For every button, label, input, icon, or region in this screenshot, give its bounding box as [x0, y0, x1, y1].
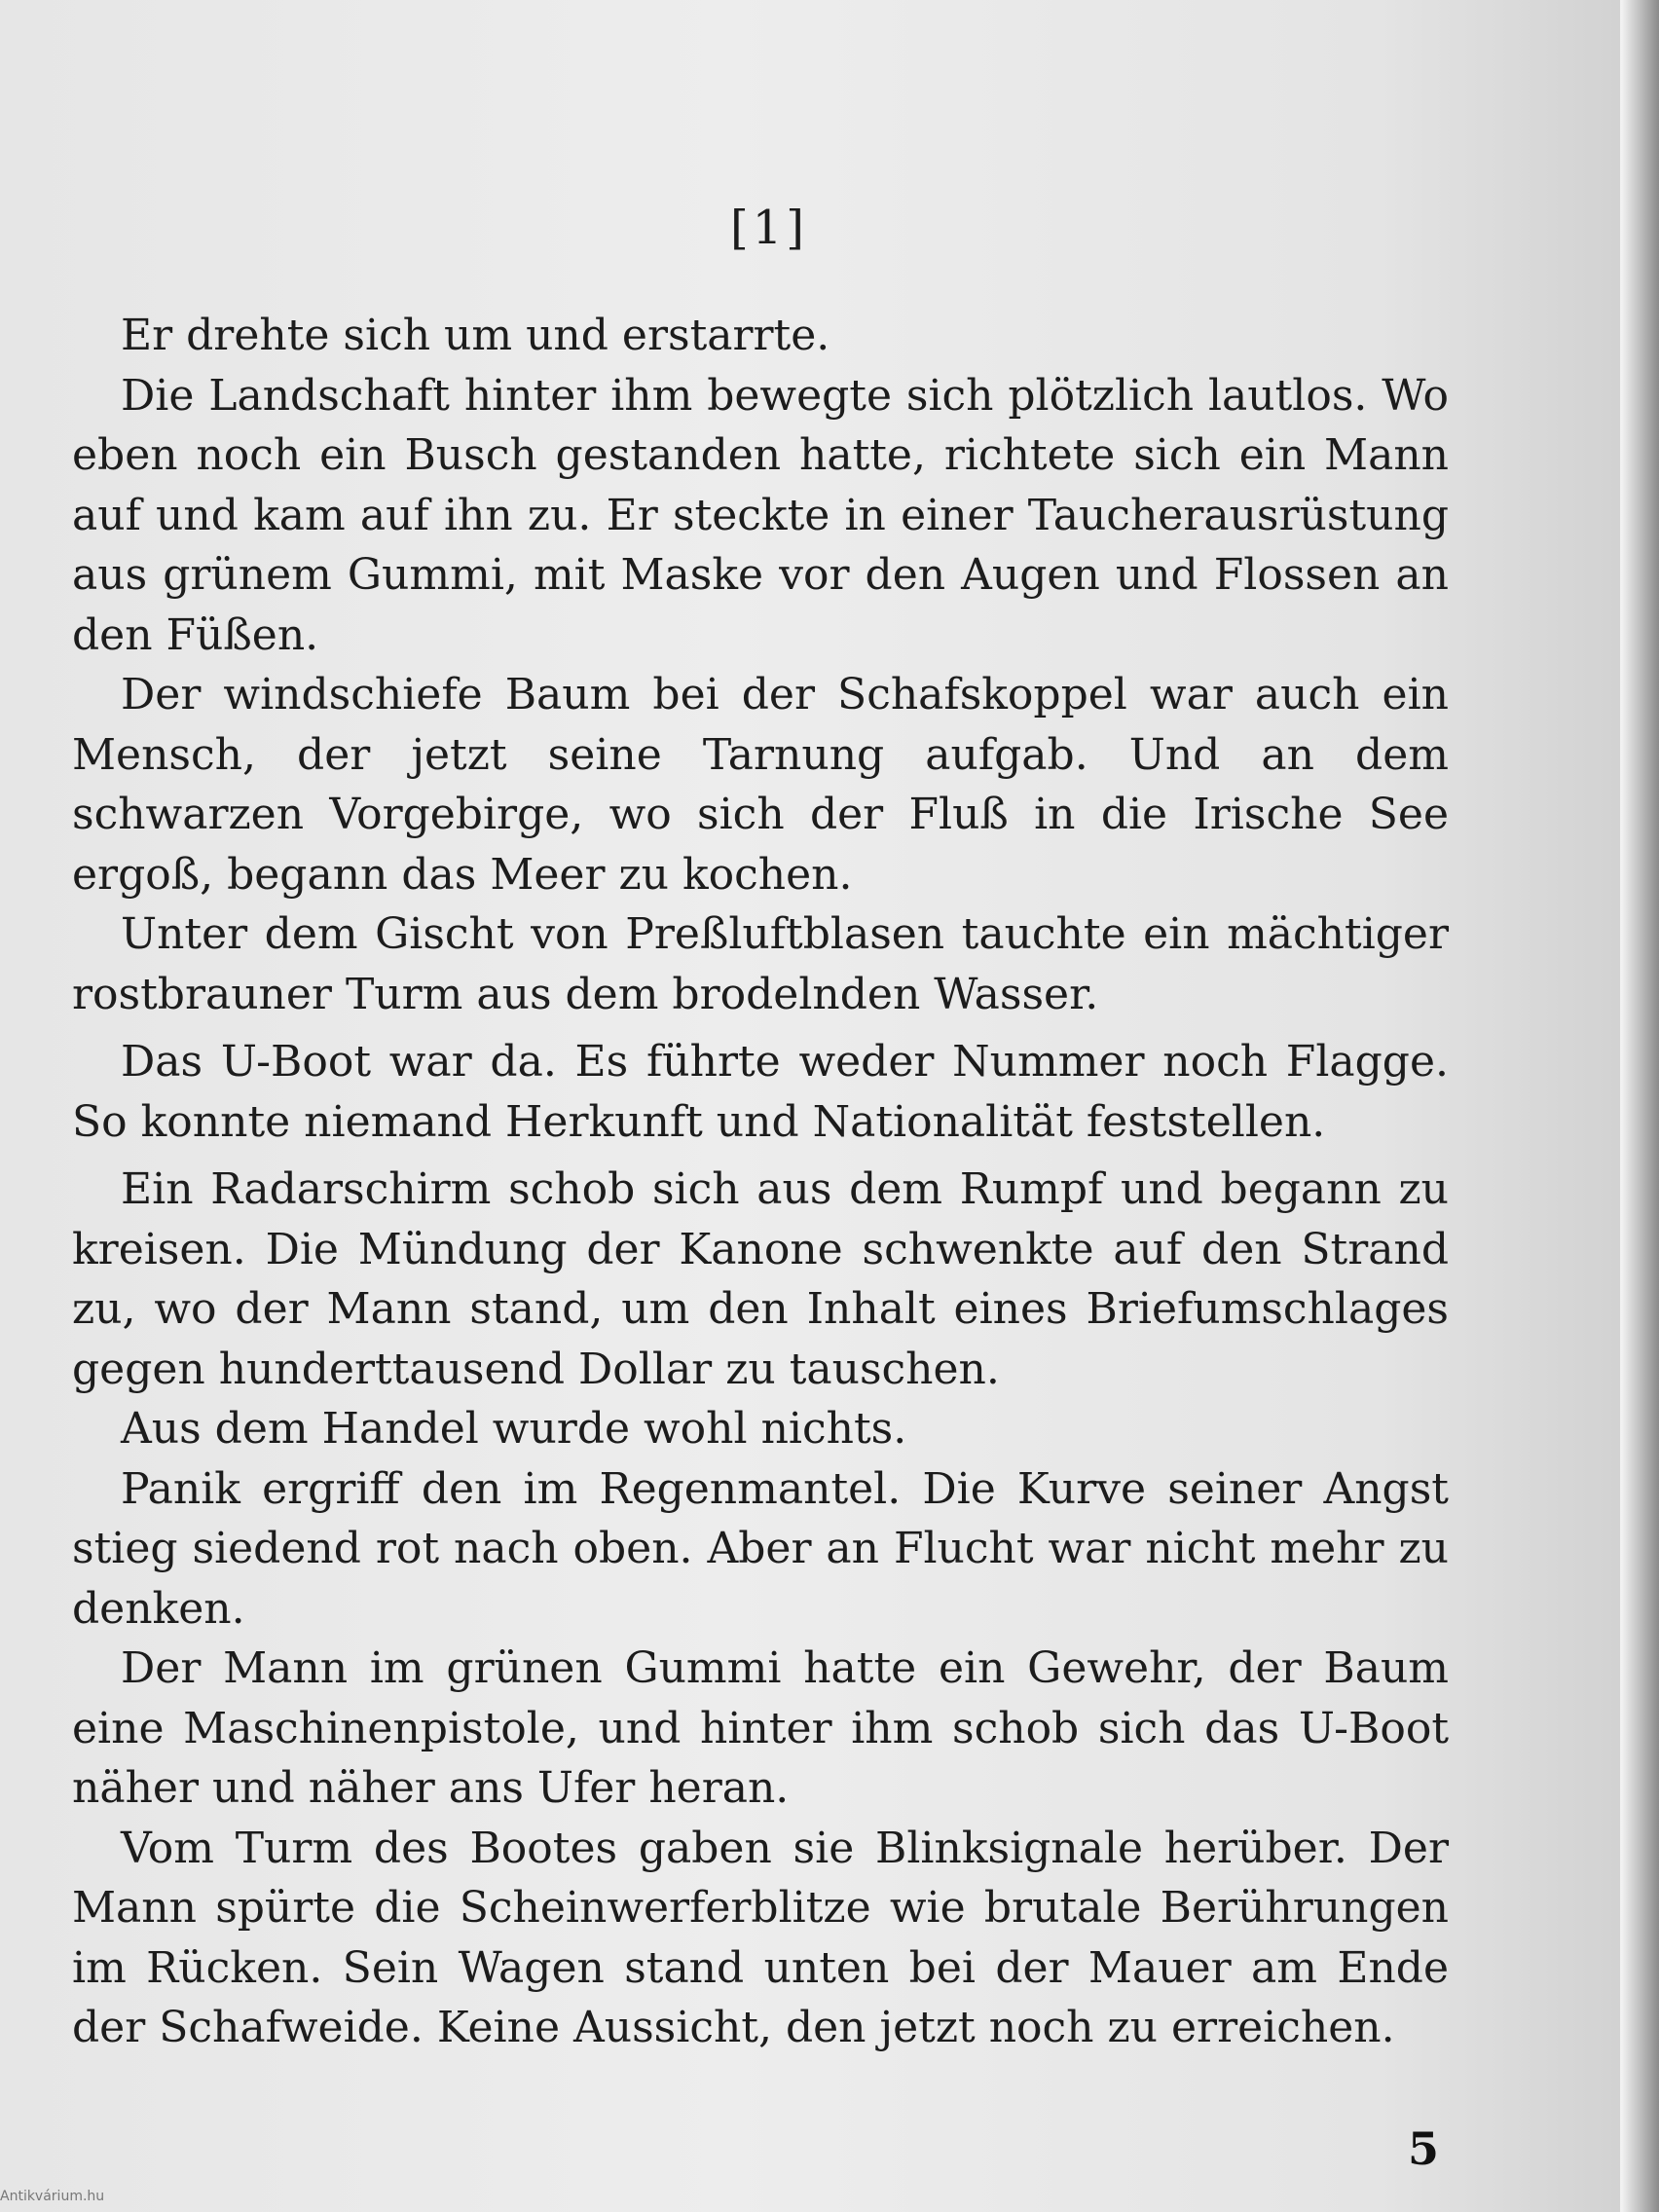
watermark: Antikvárium.hu [0, 2189, 105, 2204]
paragraph: Der Mann im grünen Gummi hatte ein Gewehr, der Baum eine Maschinenpistole, und hinter ihm schob sich das U-Boot näher und näher ans Ufer heran. [72, 1643, 1449, 1813]
paragraph: Das U-Boot war da. Es führte weder Nummer noch Flagge. So konnte niemand Herkunft und Nationalität feststellen. [72, 1037, 1449, 1147]
page-number: 5 [1408, 2122, 1440, 2175]
paragraph: Aus dem Handel wurde wohl nichts. [121, 1404, 907, 1454]
paragraph: Vom Turm des Bootes gaben sie Blinksignale herüber. Der Mann spürte die Scheinwerferblitze wie brutale Berührungen im Rücken. Sein Wagen stand unten bei der Mauer am Ende der Schafweide. Keine Aussicht, den jetzt noch zu erreichen. [72, 1823, 1449, 2052]
paragraph: Der windschiefe Baum bei der Schafskoppel war auch ein Mensch, der jetzt seine Tarnung aufgab. Und an dem schwarzen Vorgebirge, wo sich der Fluß in die Irische See ergoß, begann das Meer zu kochen. [72, 670, 1449, 900]
chapter-number: [1] [730, 201, 808, 255]
paragraph: Panik ergriff den im Regenmantel. Die Kurve seiner Angst stieg siedend rot nach oben. Aber an Flucht war nicht mehr zu denken. [72, 1463, 1449, 1634]
body-text [72, 306, 1449, 2058]
paragraph: Unter dem Gischt von Preßluftblasen tauchte ein mächtiger rostbrauner Turm aus dem brodelnden Wasser. [72, 909, 1449, 1019]
paragraph: Ein Radarschirm schob sich aus dem Rumpf und begann zu kreisen. Die Mündung der Kanone schwenkte auf den Strand zu, wo der Mann stand, um den Inhalt eines Briefumschlages gegen hunderttausend Dollar zu tauschen. [72, 1164, 1449, 1394]
paragraph: Die Landschaft hinter ihm bewegte sich plötzlich lautlos. Wo eben noch ein Busch gestanden hatte, richtete sich ein Mann auf und kam auf ihn zu. Er steckte in einer Taucherausrüstung aus grünem Gummi, mit Maske vor den Augen und Flossen an den Füßen. [72, 370, 1449, 660]
paragraph: Er drehte sich um und erstarrte. [121, 311, 830, 360]
